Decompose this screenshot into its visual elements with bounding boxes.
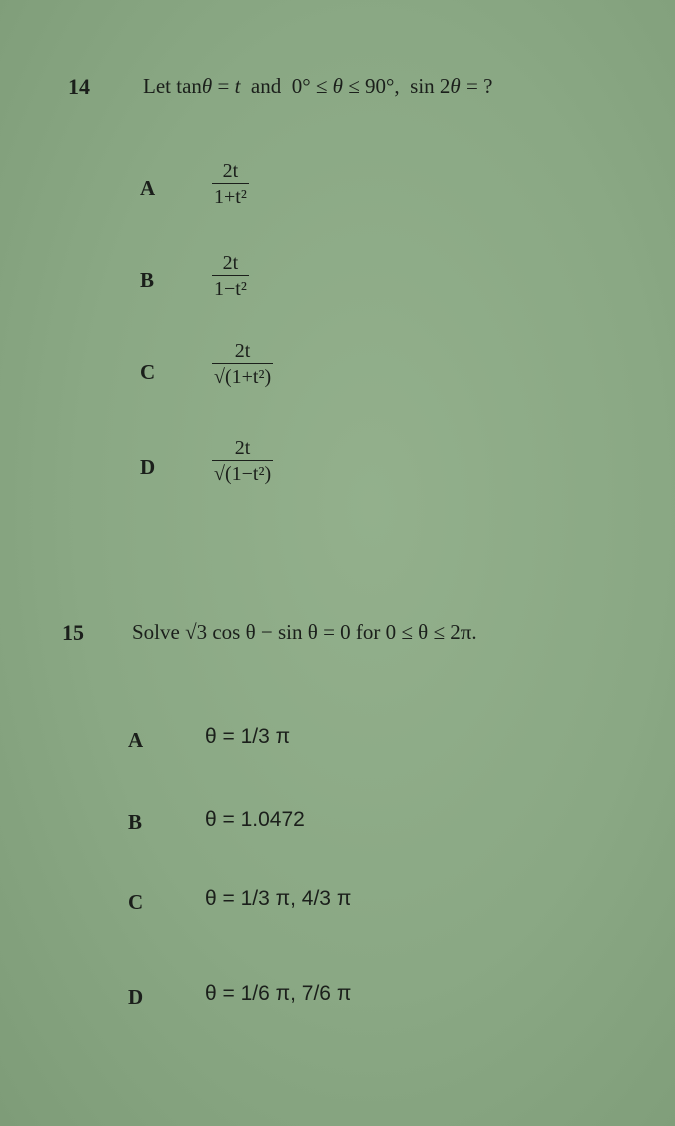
question-15-number: 15 — [62, 620, 84, 645]
q15-option-a-answer: θ = 1/3 π — [205, 725, 291, 748]
q14-option-c-letter: C — [140, 360, 156, 384]
q14-option-a-denominator: 1+t² — [212, 183, 249, 209]
q14-option-b-numerator: 2t — [222, 252, 239, 274]
q14-option-d-letter: D — [140, 455, 156, 479]
q14-option-a-answer — [212, 160, 249, 209]
q14-option-c-denominator: √(1+t²) — [212, 363, 273, 389]
question-14-stem: Let tanθ = t and 0° ≤ θ ≤ 90°, sin 2θ = ? — [143, 74, 493, 98]
q14-option-d-answer — [212, 437, 273, 486]
q15-option-b-answer: θ = 1.0472 — [205, 808, 305, 831]
question-14-number: 14 — [68, 74, 90, 99]
q15-option-b-letter: B — [128, 810, 143, 834]
q14-option-b-answer — [212, 252, 249, 301]
q15-option-a-letter: A — [128, 728, 144, 752]
question-15-stem: Solve √3 cos θ − sin θ = 0 for 0 ≤ θ ≤ 2π. — [132, 620, 477, 644]
q15-option-c-letter: C — [128, 890, 144, 914]
q14-option-a-letter: A — [140, 176, 156, 200]
q14-option-b-letter: B — [140, 268, 155, 292]
q14-option-a-numerator: 2t — [222, 160, 239, 182]
q15-option-d-answer: θ = 1/6 π, 7/6 π — [205, 982, 352, 1005]
q14-option-c-answer — [212, 340, 273, 389]
q14-option-c-numerator: 2t — [234, 340, 251, 362]
q14-option-d-numerator: 2t — [234, 437, 251, 459]
q14-option-b-denominator: 1−t² — [212, 275, 249, 301]
q15-option-d-letter: D — [128, 985, 144, 1009]
q15-option-c-answer: θ = 1/3 π, 4/3 π — [205, 887, 352, 910]
q14-option-d-denominator: √(1−t²) — [212, 460, 273, 486]
